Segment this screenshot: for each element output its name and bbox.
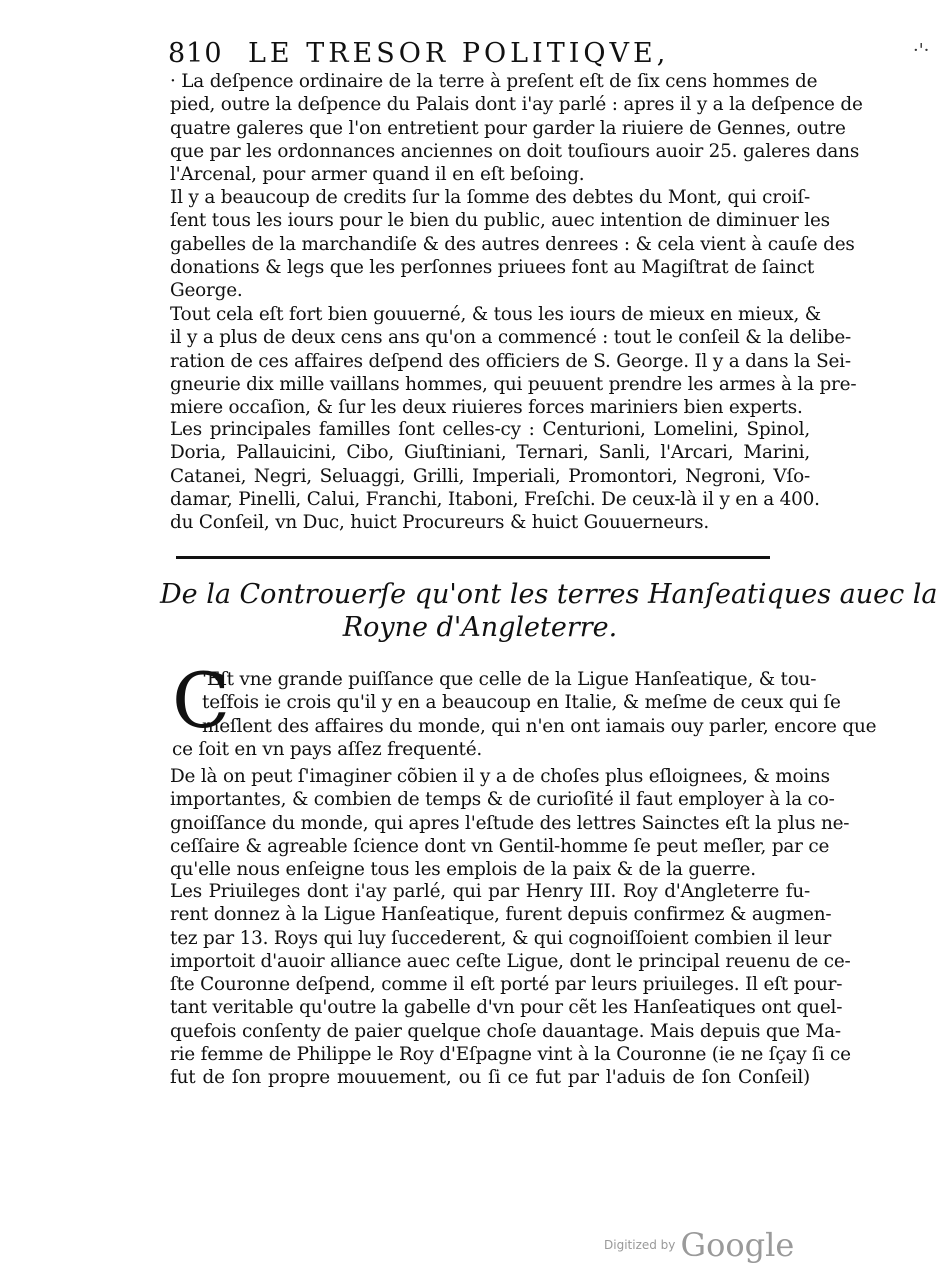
- text-line: Les Priuileges dont i'ay parlé, qui par Henry III. Roy d'Angleterre fu-: [170, 881, 810, 902]
- text-line: George.: [170, 280, 243, 302]
- paragraph-hanseatic-league: [172, 656, 877, 761]
- text-line: importantes, & combien de temps & de curioſité il faut employer à la co-: [170, 789, 835, 811]
- text-line: fut de ſon propre mouuement, ou ſi ce fut par l'aduis de ſon Conſeil): [170, 1067, 810, 1089]
- drop-cap: C: [172, 656, 231, 745]
- text-line: meſlent des affaires du monde, qui n'en ont iamais ouy parler, encore que: [202, 715, 877, 737]
- text-line: l'Arcenal, pour armer quand il en eſt beſoing.: [170, 164, 585, 186]
- text-line: importoit d'auoir alliance auec ceſte Ligue, dont le principal reuenu de ce-: [170, 950, 851, 972]
- text-line: rie femme de Philippe le Roy d'Eſpagne vint à la Couronne (ie ne ſçay ſi ce: [170, 1044, 851, 1066]
- section-title: [160, 578, 938, 644]
- text-line: damar, Pinelli, Calui, Franchi, Itaboni, Freſchi. De ceux-là il y en a 400.: [170, 488, 820, 510]
- text-line: Doria, Pallauicini, Cibo, Giuſtiniani, Ternari, Sanli, l'Arcari, Marini,: [170, 442, 810, 464]
- page-number: 810: [168, 38, 223, 69]
- section-divider: [176, 556, 770, 559]
- google-logo: Google: [680, 1226, 795, 1264]
- digitized-by-label: Digitized by: [604, 1238, 676, 1252]
- text-line: teſfois ie crois qu'il y en a beaucoup en Italie, & meſme de ceux qui ſe: [202, 692, 841, 714]
- section-title-line: De la Controuerſe qu'ont les terres Hanſeatiques auec la: [160, 579, 938, 610]
- text-line: miere occaſion, & ſur les deux riuieres forces mariniers bien experts.: [170, 397, 803, 419]
- paragraph-families: [170, 418, 820, 534]
- text-line: ſte Couronne deſpend, comme il eſt porté par leurs priuileges. Il eſt pour-: [170, 974, 843, 996]
- corner-mark: ·'·: [913, 40, 930, 61]
- text-line: ſent tous les iours pour le bien du public, auec intention de diminuer les: [170, 210, 830, 232]
- text-line: Tout cela eſt fort bien gouuerné, & tous les iours de mieux en mieux, &: [170, 304, 821, 325]
- text-line: tant veritable qu'outre la gabelle d'vn pour cẽt les Hanſeatiques ont quel-: [170, 997, 843, 1019]
- text-line: ce ſoit en vn pays aſſez frequenté.: [172, 738, 483, 760]
- text-line: Les principales familles ſont celles-cy : Centurioni, Lomelini, Spinol,: [170, 419, 810, 440]
- text-line: quatre galeres que l'on entretient pour garder la riuiere de Gennes, outre: [170, 117, 846, 139]
- text-line: De là on peut ſ'imaginer cõbien il y a de choſes plus eſloignees, & moins: [170, 766, 830, 787]
- section-title-line: Royne d'Angleterre.: [342, 612, 618, 643]
- text-line: 'Eſt vne grande puiſſance que celle de la Ligue Hanſeatique, & tou-: [202, 669, 817, 690]
- paragraph-privileges: [170, 880, 851, 1090]
- text-line: ceſſaire & agreable ſcience dont vn Gentil-homme ſe peut meſler, par ce: [170, 835, 830, 857]
- text-line: gnoiſſance du monde, qui apres l'eſtude des lettres Sainctes eſt la plus ne-: [170, 812, 850, 834]
- text-line: ration de ces affaires deſpend des officiers de S. George. Il y a dans la Sei-: [170, 350, 851, 372]
- text-line: du Conſeil, vn Duc, huict Procureurs & huict Gouuerneurs.: [170, 512, 710, 534]
- text-line: donations & legs que les perſonnes priuees font au Magiſtrat de ſainct: [170, 256, 815, 278]
- text-line: pied, outre la deſpence du Palais dont i'ay parlé : apres il y a la deſpence de: [170, 94, 863, 116]
- text-line: Catanei, Negri, Seluaggi, Grilli, Imperiali, Promontori, Negroni, Vſo-: [170, 465, 810, 487]
- text-line: quefois conſenty de paier quelque choſe dauantage. Mais depuis que Ma-: [170, 1020, 841, 1042]
- text-line: Il y a beaucoup de credits ſur la ſomme des debtes du Mont, qui croiſ-: [170, 187, 810, 208]
- text-line: qu'elle nous enſeigne tous les emplois de la paix & de la guerre.: [170, 859, 756, 881]
- running-title: LE TRESOR POLITIQVE,: [248, 38, 670, 69]
- text-line: · La deſpence ordinaire de la terre à preſent eſt de ſix cens hommes de: [170, 71, 818, 92]
- paragraph-governance: [170, 303, 857, 419]
- text-line: tez par 13. Roys qui luy ſuccederent, & qui cognoiſſoient combien il leur: [170, 927, 832, 949]
- digitization-watermark: [604, 1226, 794, 1264]
- text-line: gabelles de la marchandiſe & des autres denrees : & cela vient à cauſe des: [170, 233, 855, 255]
- paragraph-curiosity: [170, 765, 850, 881]
- text-line: rent donnez à la Ligue Hanſeatique, furent depuis confirmez & augmen-: [170, 904, 832, 926]
- text-line: il y a plus de deux cens ans qu'on a commencé : tout le conſeil & la delibe-: [170, 327, 852, 349]
- text-line: gneurie dix mille vaillans hommes, qui peuuent prendre les armes à la pre-: [170, 373, 857, 395]
- paragraph-credits: [170, 186, 855, 302]
- paragraph-expenses: [170, 70, 863, 186]
- text-line: que par les ordonnances anciennes on doit touſiours auoir 25. galeres dans: [170, 140, 860, 162]
